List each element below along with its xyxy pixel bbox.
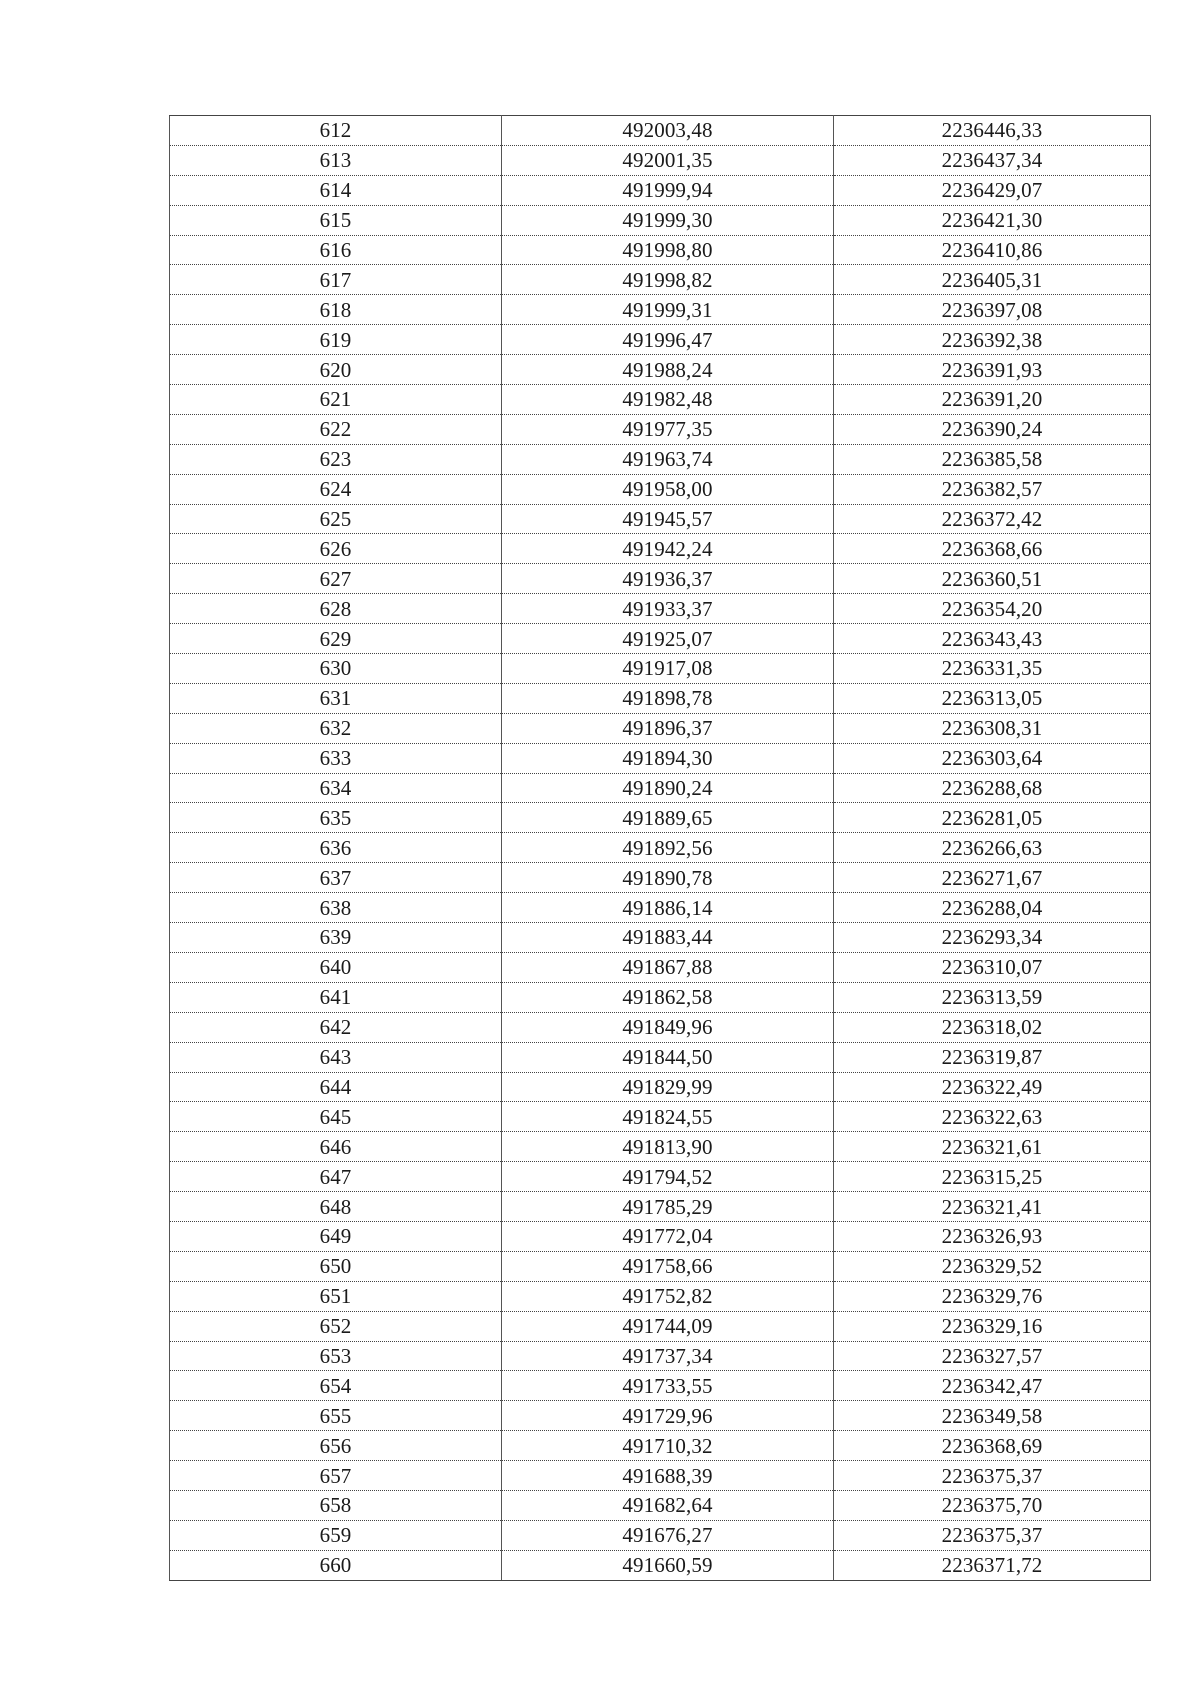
y-coordinate-cell: 2236315,25 — [834, 1162, 1151, 1192]
table-row — [170, 1461, 1151, 1491]
x-coordinate-cell: 491999,31 — [502, 295, 834, 325]
point-number-cell: 619 — [170, 325, 502, 355]
point-number-cell: 645 — [170, 1102, 502, 1132]
table-row — [170, 1341, 1151, 1371]
x-coordinate-cell: 491737,34 — [502, 1341, 834, 1371]
x-coordinate-cell: 492001,35 — [502, 145, 834, 175]
x-coordinate-cell: 491999,94 — [502, 175, 834, 205]
x-coordinate-cell: 491890,78 — [502, 863, 834, 893]
y-coordinate-cell: 2236343,43 — [834, 624, 1151, 654]
x-coordinate-cell: 491963,74 — [502, 444, 834, 474]
y-coordinate-cell: 2236271,67 — [834, 863, 1151, 893]
point-number-cell: 635 — [170, 803, 502, 833]
point-number-cell: 657 — [170, 1461, 502, 1491]
table-row — [170, 175, 1151, 205]
x-coordinate-cell: 491710,32 — [502, 1431, 834, 1461]
x-coordinate-cell: 491999,30 — [502, 205, 834, 235]
table-row — [170, 1490, 1151, 1520]
table-row — [170, 444, 1151, 474]
point-number-cell: 637 — [170, 863, 502, 893]
x-coordinate-cell: 491933,37 — [502, 594, 834, 624]
x-coordinate-cell: 491892,56 — [502, 833, 834, 863]
y-coordinate-cell: 2236382,57 — [834, 474, 1151, 504]
table-row — [170, 1072, 1151, 1102]
table-row — [170, 355, 1151, 385]
y-coordinate-cell: 2236446,33 — [834, 116, 1151, 146]
x-coordinate-cell: 491752,82 — [502, 1281, 834, 1311]
x-coordinate-cell: 491813,90 — [502, 1132, 834, 1162]
table-row — [170, 1042, 1151, 1072]
x-coordinate-cell: 491794,52 — [502, 1162, 834, 1192]
table-row — [170, 295, 1151, 325]
point-number-cell: 627 — [170, 564, 502, 594]
y-coordinate-cell: 2236342,47 — [834, 1371, 1151, 1401]
point-number-cell: 626 — [170, 534, 502, 564]
table-row — [170, 923, 1151, 953]
table-row — [170, 1371, 1151, 1401]
point-number-cell: 629 — [170, 624, 502, 654]
point-number-cell: 624 — [170, 474, 502, 504]
point-number-cell: 638 — [170, 893, 502, 923]
x-coordinate-cell: 491824,55 — [502, 1102, 834, 1132]
x-coordinate-cell: 491729,96 — [502, 1401, 834, 1431]
point-number-cell: 621 — [170, 385, 502, 415]
x-coordinate-cell: 492003,48 — [502, 116, 834, 146]
y-coordinate-cell: 2236313,05 — [834, 683, 1151, 713]
point-number-cell: 618 — [170, 295, 502, 325]
y-coordinate-cell: 2236266,63 — [834, 833, 1151, 863]
x-coordinate-cell: 491977,35 — [502, 414, 834, 444]
x-coordinate-cell: 491676,27 — [502, 1520, 834, 1550]
table-row — [170, 594, 1151, 624]
table-row — [170, 564, 1151, 594]
table-row — [170, 1520, 1151, 1550]
point-number-cell: 622 — [170, 414, 502, 444]
point-number-cell: 659 — [170, 1520, 502, 1550]
y-coordinate-cell: 2236375,37 — [834, 1520, 1151, 1550]
x-coordinate-cell: 491996,47 — [502, 325, 834, 355]
x-coordinate-cell: 491886,14 — [502, 893, 834, 923]
y-coordinate-cell: 2236405,31 — [834, 265, 1151, 295]
point-number-cell: 623 — [170, 444, 502, 474]
point-number-cell: 625 — [170, 504, 502, 534]
point-number-cell: 642 — [170, 1012, 502, 1042]
table-row — [170, 952, 1151, 982]
y-coordinate-cell: 2236368,66 — [834, 534, 1151, 564]
y-coordinate-cell: 2236349,58 — [834, 1401, 1151, 1431]
point-number-cell: 648 — [170, 1192, 502, 1222]
point-number-cell: 652 — [170, 1311, 502, 1341]
table-row — [170, 654, 1151, 684]
point-number-cell: 633 — [170, 743, 502, 773]
y-coordinate-cell: 2236421,30 — [834, 205, 1151, 235]
table-row — [170, 1102, 1151, 1132]
x-coordinate-cell: 491942,24 — [502, 534, 834, 564]
x-coordinate-cell: 491925,07 — [502, 624, 834, 654]
point-number-cell: 653 — [170, 1341, 502, 1371]
table-row — [170, 1162, 1151, 1192]
x-coordinate-cell: 491958,00 — [502, 474, 834, 504]
y-coordinate-cell: 2236281,05 — [834, 803, 1151, 833]
x-coordinate-cell: 491688,39 — [502, 1461, 834, 1491]
y-coordinate-cell: 2236375,37 — [834, 1461, 1151, 1491]
y-coordinate-cell: 2236313,59 — [834, 982, 1151, 1012]
table-row — [170, 1132, 1151, 1162]
y-coordinate-cell: 2236321,61 — [834, 1132, 1151, 1162]
table-row — [170, 1401, 1151, 1431]
y-coordinate-cell: 2236293,34 — [834, 923, 1151, 953]
point-number-cell: 630 — [170, 654, 502, 684]
table-row — [170, 1012, 1151, 1042]
coordinates-table — [169, 115, 1151, 1581]
table-row — [170, 1192, 1151, 1222]
point-number-cell: 620 — [170, 355, 502, 385]
point-number-cell: 616 — [170, 235, 502, 265]
y-coordinate-cell: 2236368,69 — [834, 1431, 1151, 1461]
point-number-cell: 656 — [170, 1431, 502, 1461]
point-number-cell: 628 — [170, 594, 502, 624]
x-coordinate-cell: 491844,50 — [502, 1042, 834, 1072]
y-coordinate-cell: 2236429,07 — [834, 175, 1151, 205]
table-row — [170, 414, 1151, 444]
table-row — [170, 893, 1151, 923]
x-coordinate-cell: 491862,58 — [502, 982, 834, 1012]
y-coordinate-cell: 2236354,20 — [834, 594, 1151, 624]
point-number-cell: 643 — [170, 1042, 502, 1072]
point-number-cell: 640 — [170, 952, 502, 982]
point-number-cell: 613 — [170, 145, 502, 175]
y-coordinate-cell: 2236322,49 — [834, 1072, 1151, 1102]
table-row — [170, 534, 1151, 564]
table-row — [170, 1281, 1151, 1311]
y-coordinate-cell: 2236322,63 — [834, 1102, 1151, 1132]
x-coordinate-cell: 491898,78 — [502, 683, 834, 713]
point-number-cell: 654 — [170, 1371, 502, 1401]
x-coordinate-cell: 491744,09 — [502, 1311, 834, 1341]
y-coordinate-cell: 2236391,20 — [834, 385, 1151, 415]
y-coordinate-cell: 2236319,87 — [834, 1042, 1151, 1072]
point-number-cell: 655 — [170, 1401, 502, 1431]
x-coordinate-cell: 491894,30 — [502, 743, 834, 773]
table-row — [170, 1251, 1151, 1281]
x-coordinate-cell: 491945,57 — [502, 504, 834, 534]
table-row — [170, 743, 1151, 773]
point-number-cell: 632 — [170, 713, 502, 743]
x-coordinate-cell: 491998,80 — [502, 235, 834, 265]
point-number-cell: 651 — [170, 1281, 502, 1311]
y-coordinate-cell: 2236331,35 — [834, 654, 1151, 684]
y-coordinate-cell: 2236329,52 — [834, 1251, 1151, 1281]
x-coordinate-cell: 491758,66 — [502, 1251, 834, 1281]
x-coordinate-cell: 491785,29 — [502, 1192, 834, 1222]
x-coordinate-cell: 491829,99 — [502, 1072, 834, 1102]
table-row — [170, 863, 1151, 893]
y-coordinate-cell: 2236326,93 — [834, 1221, 1151, 1251]
point-number-cell: 614 — [170, 175, 502, 205]
y-coordinate-cell: 2236303,64 — [834, 743, 1151, 773]
point-number-cell: 617 — [170, 265, 502, 295]
y-coordinate-cell: 2236329,76 — [834, 1281, 1151, 1311]
y-coordinate-cell: 2236410,86 — [834, 235, 1151, 265]
point-number-cell: 658 — [170, 1490, 502, 1520]
point-number-cell: 644 — [170, 1072, 502, 1102]
table-row — [170, 713, 1151, 743]
x-coordinate-cell: 491988,24 — [502, 355, 834, 385]
x-coordinate-cell: 491883,44 — [502, 923, 834, 953]
x-coordinate-cell: 491936,37 — [502, 564, 834, 594]
table-row — [170, 385, 1151, 415]
point-number-cell: 639 — [170, 923, 502, 953]
y-coordinate-cell: 2236437,34 — [834, 145, 1151, 175]
table-row — [170, 325, 1151, 355]
table-row — [170, 683, 1151, 713]
point-number-cell: 649 — [170, 1221, 502, 1251]
table-row — [170, 145, 1151, 175]
table-row — [170, 265, 1151, 295]
x-coordinate-cell: 491849,96 — [502, 1012, 834, 1042]
table-row — [170, 1311, 1151, 1341]
y-coordinate-cell: 2236288,68 — [834, 773, 1151, 803]
y-coordinate-cell: 2236391,93 — [834, 355, 1151, 385]
table-row — [170, 833, 1151, 863]
table-row — [170, 235, 1151, 265]
x-coordinate-cell: 491998,82 — [502, 265, 834, 295]
x-coordinate-cell: 491890,24 — [502, 773, 834, 803]
y-coordinate-cell: 2236385,58 — [834, 444, 1151, 474]
y-coordinate-cell: 2236318,02 — [834, 1012, 1151, 1042]
table-row — [170, 982, 1151, 1012]
point-number-cell: 612 — [170, 116, 502, 146]
x-coordinate-cell: 491682,64 — [502, 1490, 834, 1520]
y-coordinate-cell: 2236321,41 — [834, 1192, 1151, 1222]
y-coordinate-cell: 2236390,24 — [834, 414, 1151, 444]
table-row — [170, 116, 1151, 146]
x-coordinate-cell: 491660,59 — [502, 1550, 834, 1580]
y-coordinate-cell: 2236371,72 — [834, 1550, 1151, 1580]
x-coordinate-cell: 491889,65 — [502, 803, 834, 833]
x-coordinate-cell: 491982,48 — [502, 385, 834, 415]
x-coordinate-cell: 491772,04 — [502, 1221, 834, 1251]
x-coordinate-cell: 491896,37 — [502, 713, 834, 743]
point-number-cell: 650 — [170, 1251, 502, 1281]
table-row — [170, 1431, 1151, 1461]
point-number-cell: 646 — [170, 1132, 502, 1162]
y-coordinate-cell: 2236372,42 — [834, 504, 1151, 534]
y-coordinate-cell: 2236329,16 — [834, 1311, 1151, 1341]
table-row — [170, 205, 1151, 235]
table-row — [170, 803, 1151, 833]
y-coordinate-cell: 2236310,07 — [834, 952, 1151, 982]
table-row — [170, 773, 1151, 803]
point-number-cell: 641 — [170, 982, 502, 1012]
table-row — [170, 624, 1151, 654]
y-coordinate-cell: 2236375,70 — [834, 1490, 1151, 1520]
table-row — [170, 474, 1151, 504]
point-number-cell: 660 — [170, 1550, 502, 1580]
point-number-cell: 634 — [170, 773, 502, 803]
y-coordinate-cell: 2236392,38 — [834, 325, 1151, 355]
x-coordinate-cell: 491917,08 — [502, 654, 834, 684]
y-coordinate-cell: 2236397,08 — [834, 295, 1151, 325]
y-coordinate-cell: 2236288,04 — [834, 893, 1151, 923]
y-coordinate-cell: 2236327,57 — [834, 1341, 1151, 1371]
table-row — [170, 1550, 1151, 1580]
table-row — [170, 504, 1151, 534]
table-row — [170, 1221, 1151, 1251]
coordinates-table-body — [170, 116, 1151, 1581]
y-coordinate-cell: 2236360,51 — [834, 564, 1151, 594]
point-number-cell: 647 — [170, 1162, 502, 1192]
y-coordinate-cell: 2236308,31 — [834, 713, 1151, 743]
x-coordinate-cell: 491867,88 — [502, 952, 834, 982]
point-number-cell: 615 — [170, 205, 502, 235]
x-coordinate-cell: 491733,55 — [502, 1371, 834, 1401]
point-number-cell: 636 — [170, 833, 502, 863]
point-number-cell: 631 — [170, 683, 502, 713]
